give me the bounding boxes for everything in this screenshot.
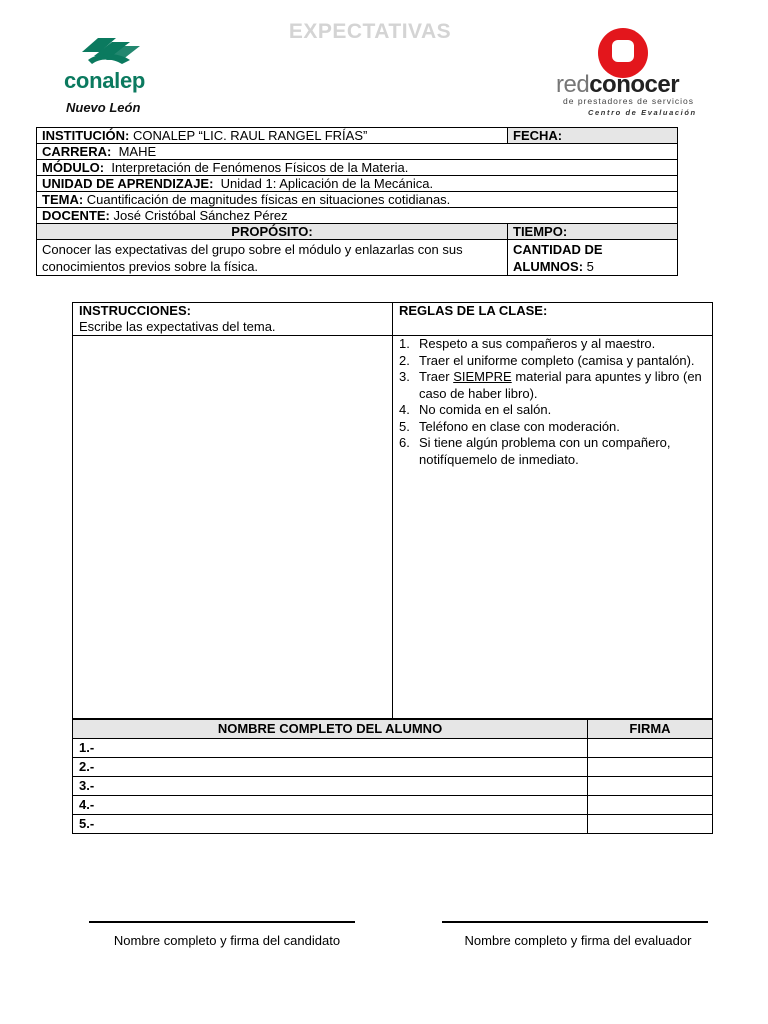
redconocer-word-light: red — [556, 71, 590, 98]
rule-item — [399, 402, 706, 419]
course-info-table — [36, 127, 678, 276]
rule-number: 1. — [399, 336, 410, 351]
rule-number: 2. — [399, 352, 410, 368]
fecha-label: FECHA: — [513, 128, 563, 143]
instructions-text: Escribe las expectativas del tema. — [79, 319, 276, 334]
conalep-logo-name: conalep — [64, 68, 146, 93]
rule-number: 4. — [399, 402, 410, 417]
redconocer-logo-line1: de prestadores de servicios — [563, 96, 694, 106]
redconocer-logo-icon-inner — [612, 40, 634, 62]
carrera-cell — [37, 144, 678, 160]
student-signature-header: FIRMA — [588, 720, 713, 739]
institucion-label: INSTITUCIÓN: — [42, 128, 130, 143]
rule-text: Traer el uniforme completo (camisa y pantalón). — [419, 352, 695, 368]
student-name-header: NOMBRE COMPLETO DEL ALUMNO — [73, 720, 588, 739]
rule-item — [399, 435, 706, 468]
student-name-cell[interactable] — [73, 815, 588, 834]
cantidad-label-line1: CANTIDAD DE — [513, 242, 603, 257]
table-row — [73, 815, 713, 834]
students-table — [72, 719, 713, 834]
rule-text-pre: Traer — [419, 369, 450, 384]
student-name-cell[interactable] — [73, 796, 588, 815]
student-row-number: 5.- — [79, 816, 95, 831]
student-row-number: 4.- — [79, 797, 95, 812]
tema-value: Cuantificación de magnitudes físicas en situaciones cotidianas. — [86, 192, 451, 207]
expectations-writing-area[interactable] — [73, 336, 393, 719]
proposito-value: Conocer las expectativas del grupo sobre el módulo y enlazarlas con sus conocimientos previos sobre la física. — [42, 242, 463, 274]
rules-header-cell — [393, 303, 713, 336]
rule-number: 6. — [399, 435, 410, 450]
tiempo-cell[interactable] — [508, 224, 678, 240]
table-row — [73, 796, 713, 815]
evaluator-signature-line[interactable] — [442, 921, 708, 923]
student-row-number: 3.- — [79, 778, 95, 793]
rule-item — [399, 353, 706, 370]
instructions-header-cell — [73, 303, 393, 336]
candidate-signature-line[interactable] — [89, 921, 355, 923]
modulo-label: MÓDULO: — [42, 160, 105, 175]
proposito-text-cell — [37, 240, 508, 276]
student-name-cell[interactable] — [73, 758, 588, 777]
rule-text: Teléfono en clase con moderación. — [419, 418, 620, 434]
document-title: EXPECTATIVAS — [288, 20, 452, 43]
cantidad-cell — [508, 240, 678, 276]
tema-label: TEMA: — [42, 192, 84, 207]
cantidad-value: 5 — [586, 259, 594, 274]
candidate-signature-label: Nombre completo y firma del candidato — [113, 933, 341, 948]
institucion-value: CONALEP “LIC. RAUL RANGEL FRÍAS” — [133, 128, 368, 143]
rules-list — [399, 336, 706, 468]
student-name-cell[interactable] — [73, 777, 588, 796]
redconocer-logo-line2: Centro de Evaluación — [588, 108, 697, 117]
rule-text: Si tiene algún problema con un compañero, notifíquemelo de inmediato. — [419, 435, 671, 467]
tiempo-label: TIEMPO: — [513, 224, 568, 239]
student-signature-cell[interactable] — [588, 739, 713, 758]
rule-text-underlined: SIEMPRE — [453, 369, 512, 384]
institucion-cell — [37, 128, 508, 144]
student-signature-cell[interactable] — [588, 796, 713, 815]
rule-item — [399, 419, 706, 436]
redconocer-logo-name — [556, 71, 679, 99]
modulo-cell — [37, 160, 678, 176]
carrera-label: CARRERA: — [42, 144, 112, 159]
rule-item — [399, 336, 706, 353]
proposito-label: PROPÓSITO: — [231, 224, 313, 239]
cantidad-label-line2: ALUMNOS: — [513, 259, 584, 274]
table-row — [73, 739, 713, 758]
table-row — [73, 758, 713, 777]
unidad-value: Unidad 1: Aplicación de la Mecánica. — [220, 176, 434, 191]
instructions-rules-table — [72, 302, 713, 719]
student-row-number: 1.- — [79, 740, 95, 755]
student-row-number: 2.- — [79, 759, 95, 774]
carrera-value: MAHE — [118, 144, 157, 159]
rule-text: No comida en el salón. — [419, 402, 552, 417]
table-row — [73, 777, 713, 796]
unidad-cell — [37, 176, 678, 192]
proposito-header-cell — [37, 224, 508, 240]
rule-text: Respeto a sus compañeros y al maestro. — [419, 336, 656, 351]
docente-value: José Cristóbal Sánchez Pérez — [113, 208, 288, 223]
modulo-value: Interpretación de Fenómenos Físicos de la Materia. — [111, 160, 409, 175]
rules-heading: REGLAS DE LA CLASE: — [399, 303, 548, 318]
student-signature-cell[interactable] — [588, 815, 713, 834]
evaluator-signature-label: Nombre completo y firma del evaluador — [464, 933, 692, 948]
student-signature-cell[interactable] — [588, 758, 713, 777]
student-signature-cell[interactable] — [588, 777, 713, 796]
conalep-logo-subtitle: Nuevo León — [66, 100, 141, 115]
redconocer-word-bold: conocer — [589, 71, 680, 98]
rule-number: 3. — [399, 369, 410, 384]
tema-cell — [37, 192, 678, 208]
instructions-heading: INSTRUCCIONES: — [79, 303, 191, 318]
docente-cell — [37, 208, 678, 224]
fecha-cell[interactable] — [508, 128, 678, 144]
rule-text-post: material para apuntes y libro (en caso de haber libro). — [419, 369, 702, 401]
unidad-label: UNIDAD DE APRENDIZAJE: — [42, 176, 214, 191]
docente-label: DOCENTE: — [42, 208, 110, 223]
rule-item — [399, 369, 706, 402]
rules-list-cell — [393, 336, 713, 719]
student-name-cell[interactable] — [73, 739, 588, 758]
rule-number: 5. — [399, 418, 410, 434]
